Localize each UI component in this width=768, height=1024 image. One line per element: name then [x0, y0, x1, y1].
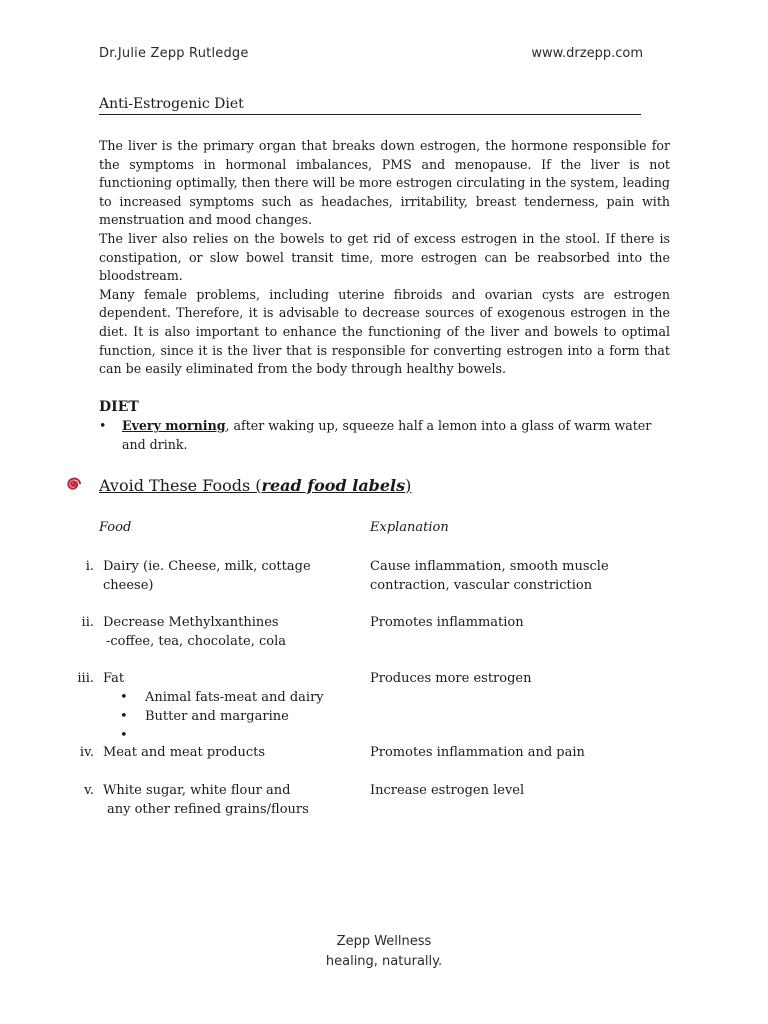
row-number: iii. [77, 671, 94, 686]
diet-heading: DIET [99, 399, 139, 415]
avoid-heading-italic: read food labels [261, 476, 406, 495]
explanation-line: Cause inflammation, smooth muscle [370, 559, 609, 574]
diet-bullet-emphasis: Every morning [122, 418, 226, 433]
row-number: ii. [81, 615, 94, 630]
food-line: White sugar, white flour and [103, 783, 291, 798]
intro-paragraph-3: Many female problems, including uterine fibroids and ovarian cysts are estrogen dependent. Therefore, it is advisable to decrease sources of exogenous estrogen in the diet. It is also important to enhance the functioning of the liver and bowels to optimal function, since it is the liver that is responsible for converting estrogen into a form that can be easily eliminated from the body through healthy bowels. [99, 286, 670, 377]
bullet-symbol: • [99, 418, 107, 433]
explanation-line: Promotes inflammation [370, 615, 524, 630]
intro-paragraph-1: The liver is the primary organ that breaks down estrogen, the hormone responsible for the symptoms in hormonal imbalances, PMS and menopause. If the liver is not functioning optimally, then there will be more estrogen circulating in the system, leading to increased symptoms such as headaches, irritability, breast tenderness, pain with menstruation and mood changes. [99, 138, 670, 228]
bullet-symbol: • [120, 690, 128, 705]
column-header-food: Food [99, 520, 132, 535]
spiral-icon [63, 474, 83, 494]
explanation-cell [370, 781, 670, 800]
food-line: Decrease Methylxanthines [103, 615, 279, 630]
row-number: iv. [79, 745, 94, 760]
bullet-symbol: • [120, 709, 128, 724]
bullet-symbol: • [120, 728, 128, 743]
document-title: Anti-Estrogenic Diet [99, 96, 641, 115]
explanation-cell [370, 557, 670, 595]
food-line: cheese) [103, 578, 154, 593]
food-cell [103, 669, 363, 745]
diet-bullet-text [122, 417, 662, 454]
food-cell [103, 557, 363, 595]
food-line: -coffee, tea, chocolate, cola [106, 634, 287, 649]
column-header-explanation: Explanation [370, 520, 449, 535]
avoid-heading-prefix: Avoid These Foods ( [99, 476, 262, 495]
footer-brand: Zepp Wellness [336, 934, 432, 949]
food-cell [103, 743, 363, 762]
food-cell [103, 781, 363, 819]
food-cell [103, 613, 363, 651]
food-subitem [103, 688, 363, 707]
food-line: Fat [103, 671, 125, 686]
explanation-line: Promotes inflammation and pain [370, 745, 585, 760]
explanation-cell [370, 669, 670, 688]
explanation-cell [370, 743, 670, 762]
food-line: Meat and meat products [103, 745, 266, 760]
avoid-heading-suffix: ) [405, 476, 412, 495]
explanation-line: Produces more estrogen [370, 671, 532, 686]
avoid-foods-heading [99, 476, 411, 496]
footer [0, 932, 768, 972]
food-subitem-text: Butter and margarine [145, 709, 289, 724]
explanation-cell [370, 613, 670, 632]
header-author: Dr.Julie Zepp Rutledge [99, 46, 249, 61]
diet-bullet-rest: , after waking up, squeeze half a lemon into a glass of warm water and drink. [122, 418, 652, 452]
intro-paragraph-2: The liver also relies on the bowels to get rid of excess estrogen in the stool. If there is constipation, or slow bowel transit time, more estrogen can be reabsorbed into the bloodstream. [99, 230, 670, 284]
food-line: any other refined grains/flours [107, 802, 309, 817]
food-subitem-text: Animal fats-meat and dairy [145, 690, 324, 705]
explanation-line: Increase estrogen level [370, 783, 525, 798]
food-line: Dairy (ie. Cheese, milk, cottage [103, 559, 311, 574]
explanation-line: contraction, vascular constriction [370, 578, 593, 593]
intro-text [99, 137, 670, 379]
row-number: v. [84, 783, 94, 798]
food-subitem [103, 707, 363, 726]
header-website: www.drzepp.com [531, 46, 643, 61]
row-number: i. [85, 559, 94, 574]
footer-tagline: healing, naturally. [325, 954, 443, 969]
